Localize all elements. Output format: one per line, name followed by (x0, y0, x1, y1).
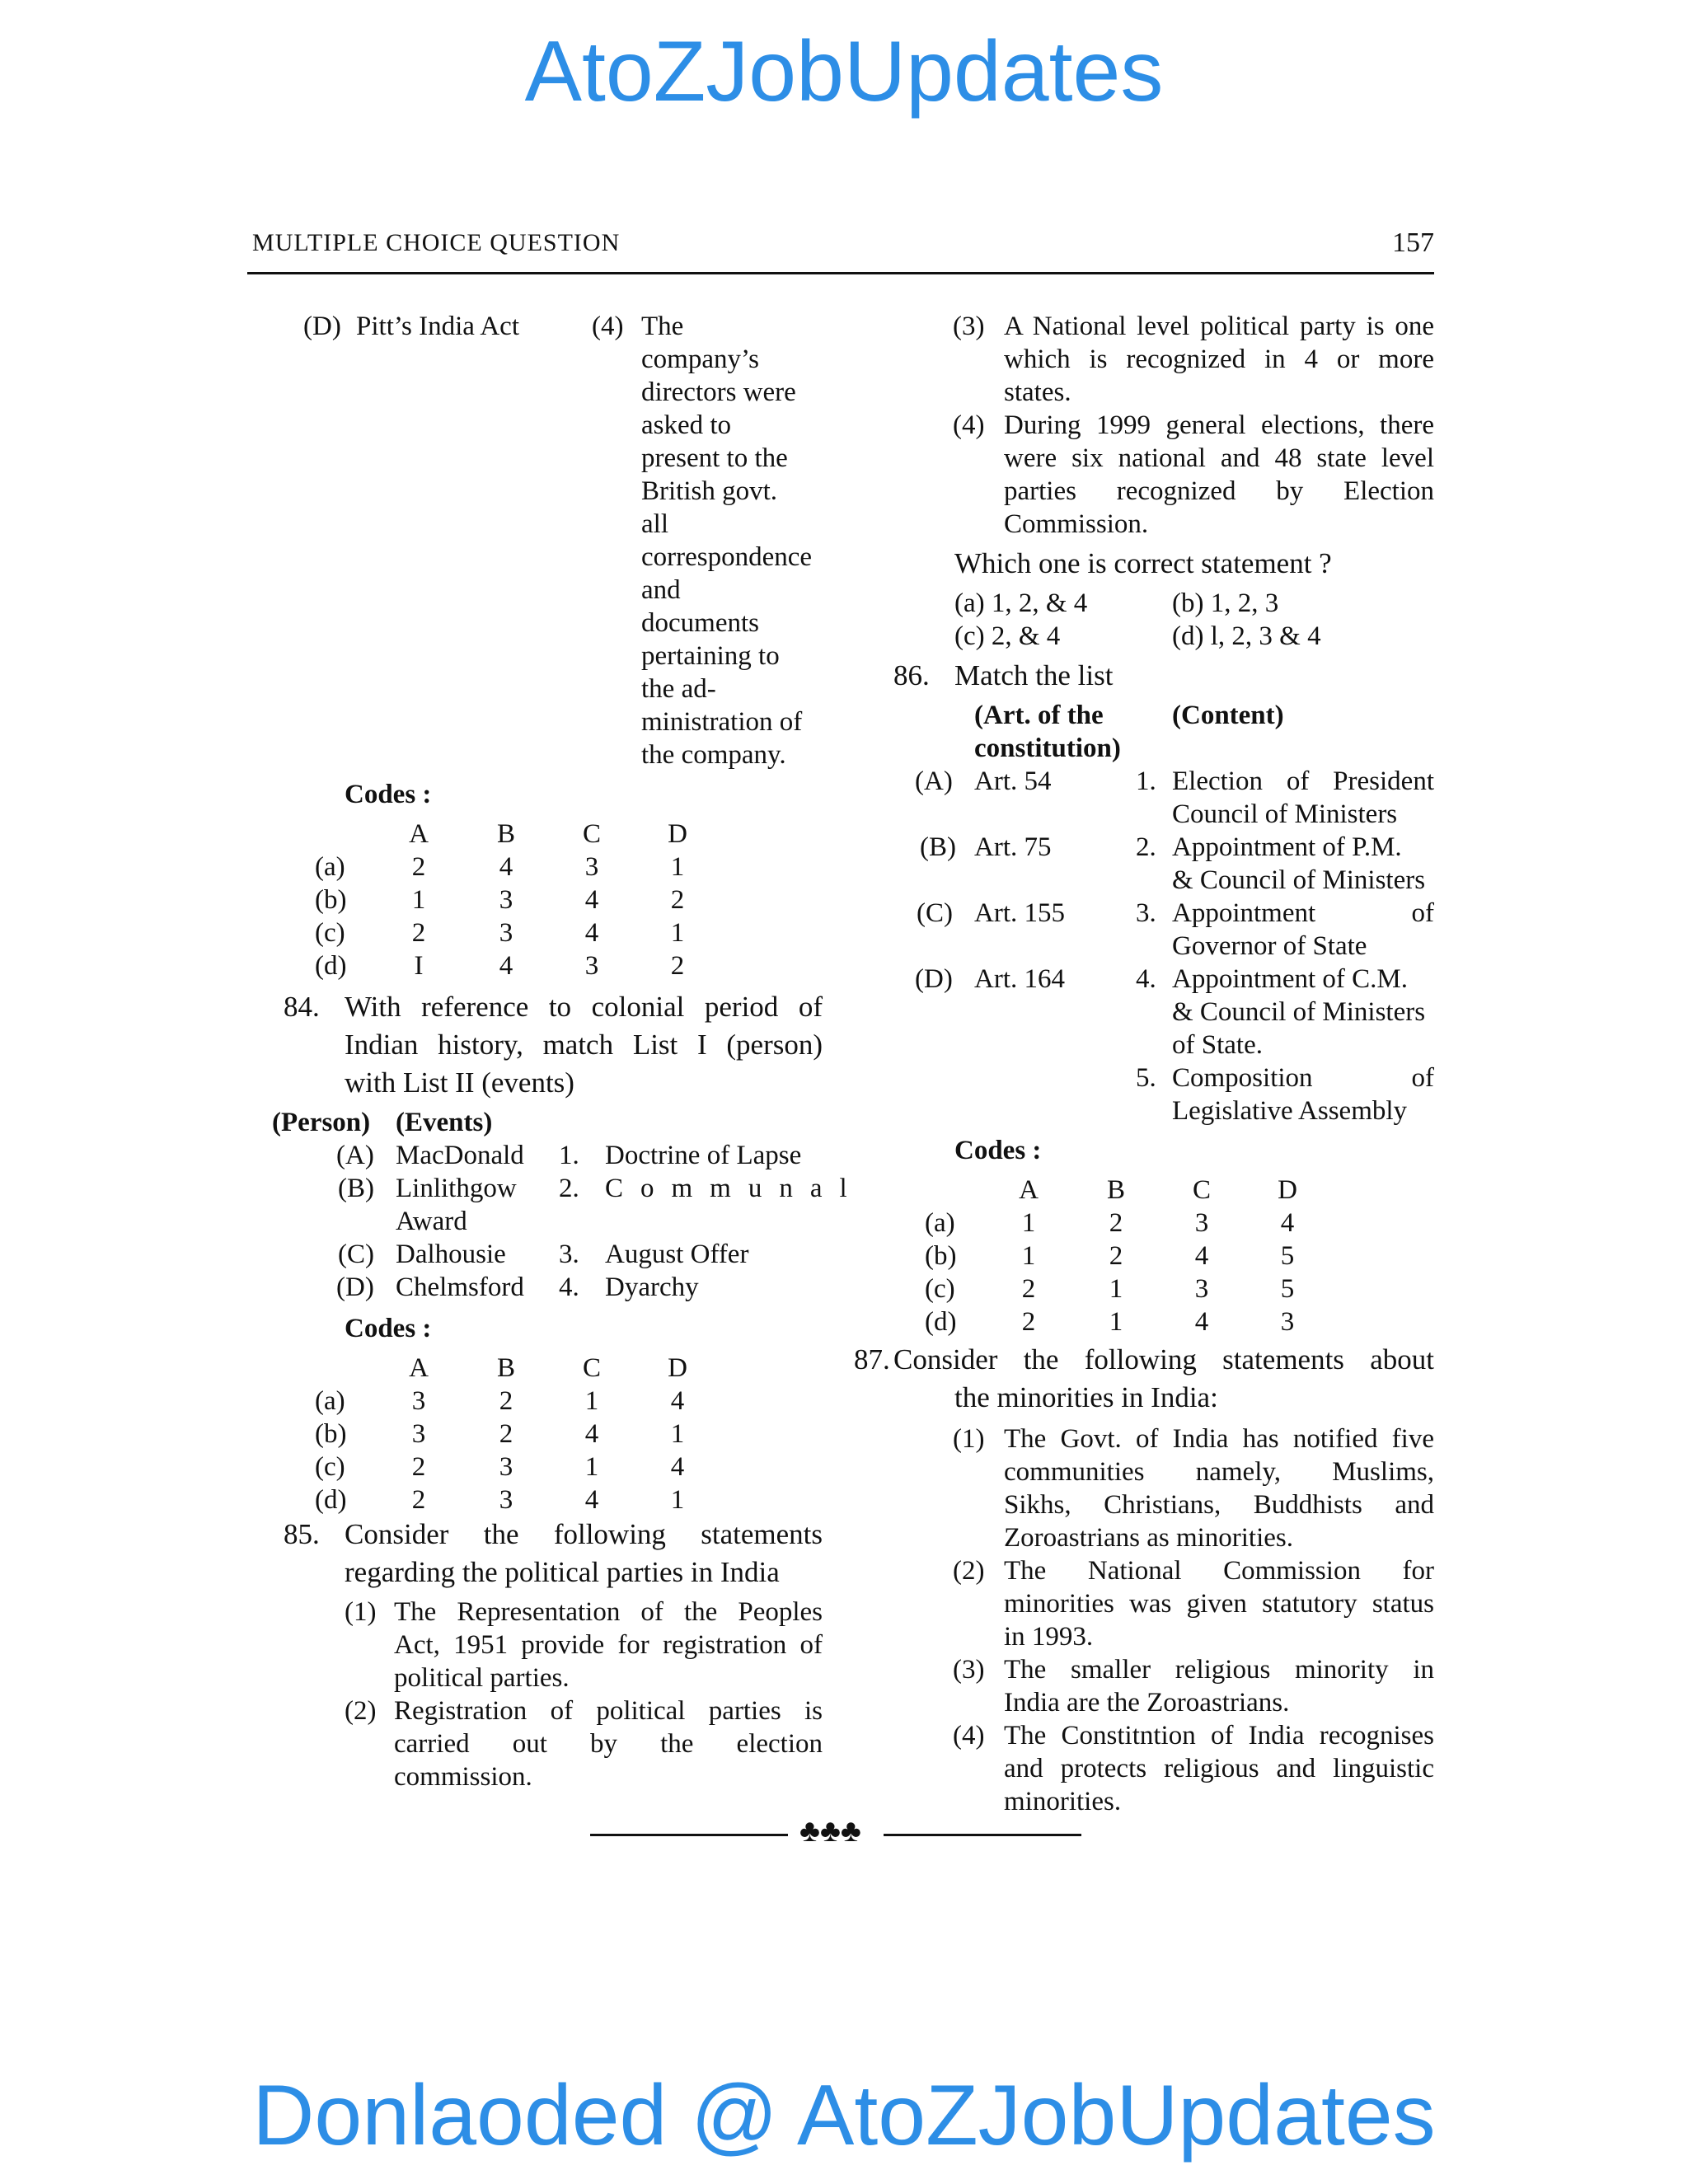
watermark-top: AtoZJobUpdates (524, 24, 1164, 120)
footer-rule-left (590, 1834, 788, 1836)
column-head-events: (Events) (396, 1108, 493, 1137)
header-title: MULTIPLE CHOICE QUESTION (252, 229, 621, 256)
question-number: 84. (284, 991, 320, 1023)
column-head-person: (Person) (272, 1108, 371, 1137)
option: (b) 1, 2, 3 (1172, 588, 1279, 618)
header-rule (247, 272, 1434, 274)
column-head-article: constitution) (974, 733, 1121, 763)
footer-rule-right (884, 1834, 1081, 1836)
option: (d) l, 2, 3 & 4 (1172, 621, 1321, 651)
question-prompt: Which one is correct statement ? (954, 547, 1332, 579)
option: (c) 2, & 4 (954, 621, 1061, 651)
column-head-content: (Content) (1172, 701, 1284, 730)
running-header (252, 229, 1434, 262)
codes-title: Codes : (954, 1136, 1042, 1165)
question-number: 87. (854, 1343, 890, 1376)
item-number: (4) (592, 312, 624, 341)
watermark-bottom: Donlaoded @ AtoZJobUpdates (252, 2068, 1436, 2163)
question-number: 86. (893, 659, 930, 691)
clubs-ornament: ♣♣♣ (799, 1814, 861, 1849)
column-head-article: (Art. of the (974, 701, 1104, 730)
codes-title: Codes : (345, 1314, 432, 1343)
page-number: 157 (1392, 227, 1434, 258)
codes-title: Codes : (345, 780, 432, 809)
option: (a) 1, 2, & 4 (954, 588, 1088, 618)
item-label: (D) (303, 312, 341, 341)
question-number: 85. (284, 1518, 320, 1550)
item-person: Pitt’s India Act (356, 312, 519, 341)
